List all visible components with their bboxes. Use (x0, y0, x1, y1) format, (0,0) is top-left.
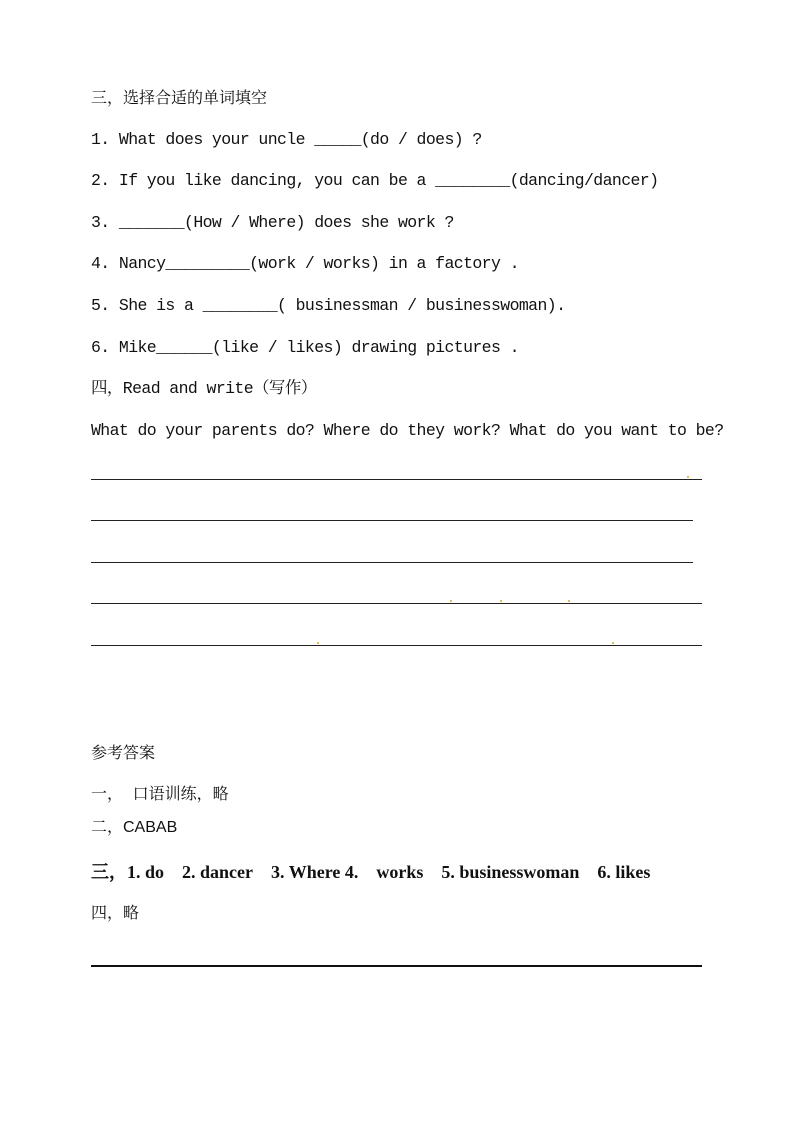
answer-3-item: 5. businesswoman (441, 862, 580, 882)
speck-mark (568, 600, 570, 602)
section-3-heading: 三，选择合适的单词填空 (91, 88, 268, 107)
speck-mark (612, 642, 614, 644)
answer-3-prefix: 三， (91, 862, 127, 882)
writing-line (91, 603, 702, 604)
answer-1: 一， 口语训练，略 (91, 784, 229, 803)
answer-3 (91, 862, 650, 882)
answer-3-item: 6. likes (597, 862, 651, 882)
question-1: 1. What does your uncle _____(do / does) ? (91, 130, 482, 149)
answer-3-item: works (376, 862, 424, 882)
writing-line (91, 520, 693, 521)
answer-3-item: 3. Where 4. (271, 862, 359, 882)
section-4-heading: 四，Read and write（写作） (91, 379, 317, 398)
question-5: 5. She is a ________( businessman / businesswoman). (91, 296, 566, 315)
speck-mark (317, 642, 319, 644)
answer-3-item: 1. do (127, 862, 165, 882)
writing-line (91, 645, 702, 646)
writing-line (91, 562, 693, 563)
answer-3-item: 2. dancer (182, 862, 254, 882)
answer-4: 四，略 (91, 903, 140, 922)
question-4: 4. Nancy_________(work / works) in a factory . (91, 254, 519, 273)
question-2: 2. If you like dancing, you can be a ________(dancing/dancer) (91, 171, 659, 190)
speck-mark (450, 600, 452, 602)
speck-mark (687, 476, 689, 478)
bottom-rule (91, 965, 702, 967)
speck-mark (500, 600, 502, 602)
question-3: 3. _______(How / Where) does she work ? (91, 213, 454, 232)
writing-prompt: What do your parents do? Where do they work? What do you want to be? (91, 421, 724, 440)
answer-key-heading: 参考答案 (91, 743, 156, 762)
writing-line (91, 479, 702, 480)
answer-2: 二，CABAB (91, 819, 178, 836)
question-6: 6. Mike______(like / likes) drawing pictures . (91, 338, 519, 357)
